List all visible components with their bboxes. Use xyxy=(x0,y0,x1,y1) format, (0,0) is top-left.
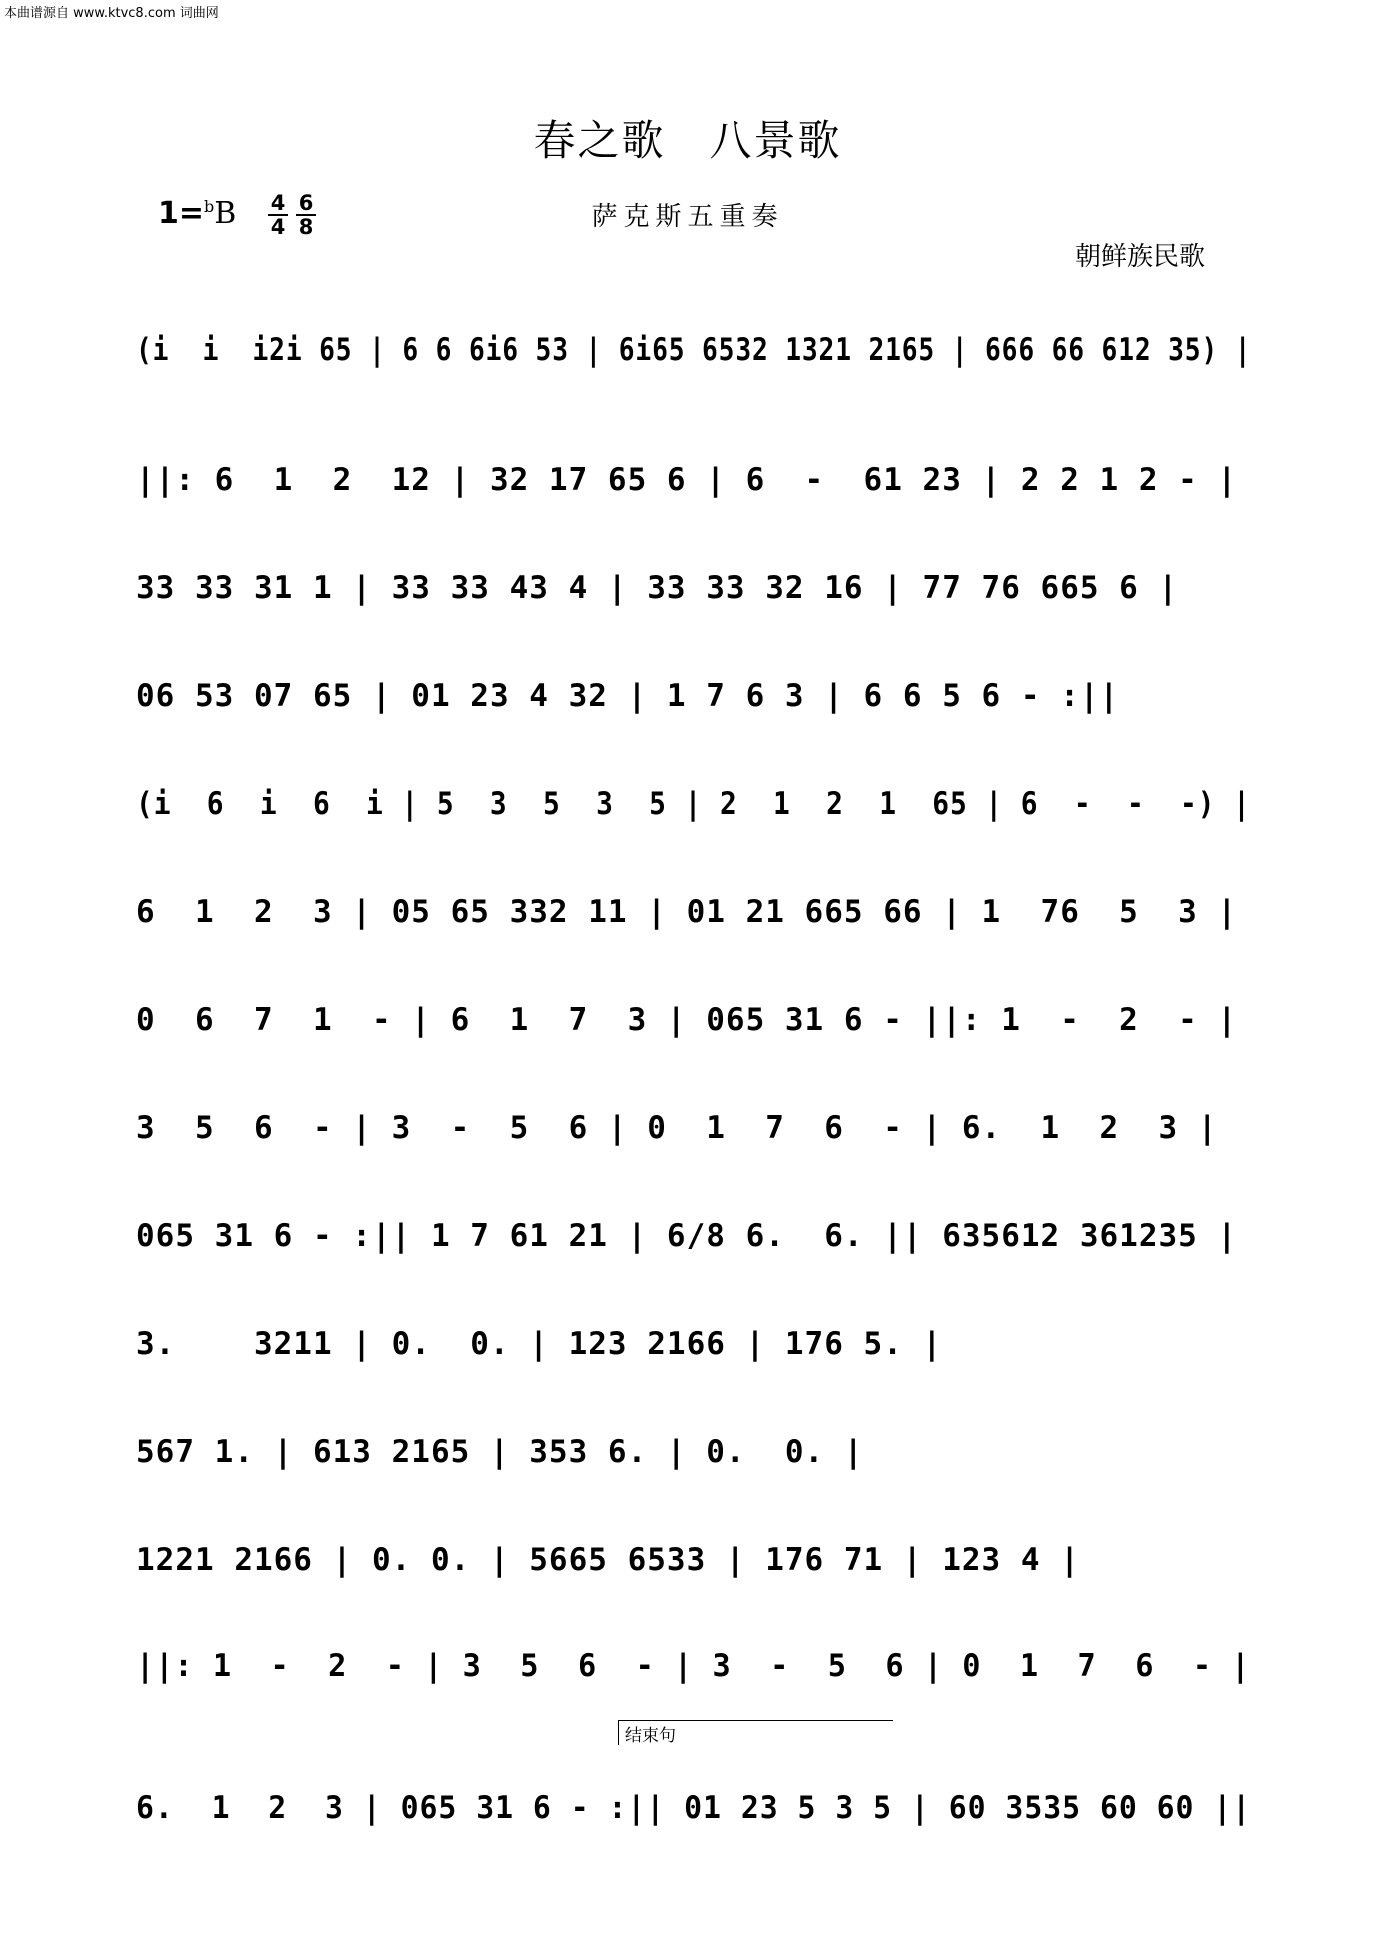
meter-numerator: 4 xyxy=(270,191,286,215)
notation-text: 06 53 07 65 | 01 23 4 32 | 1 7 6 3 | 6 6 5 6 - :|| xyxy=(136,678,1120,714)
notation-text: 1221 2166 | 0. 0. | 5665 6533 | 176 71 | 123 4 | xyxy=(136,1542,1080,1578)
notation-text: ||: 6 1 2 12 | 32 17 65 6 | 6 - 61 23 | 2 2 1 2 - | xyxy=(136,462,1238,498)
score-line xyxy=(128,988,1260,1058)
notation-text: (i 6 i 6 i | 5 3 5 3 5 | 2 1 2 1 65 | 6 - - -) | xyxy=(136,786,1251,822)
score-line xyxy=(128,880,1260,950)
notation-text: (i i i2i 65 | 6 6 6i6 53 | 6i65 6532 1321 2165 | 666 66 612 35) | xyxy=(136,332,1252,368)
key-prefix: 1= xyxy=(158,196,205,231)
song-origin: 朝鲜族民歌 xyxy=(1075,242,1206,272)
score-title: 春之歌 八景歌 xyxy=(533,116,842,165)
notation-text: 065 31 6 - :|| 1 7 61 21 | 6/8 6. 6. || 635612 361235 | xyxy=(136,1218,1238,1254)
score-line xyxy=(128,772,1260,842)
notation-text: 3 5 6 - | 3 - 5 6 | 0 1 7 6 - | 6. 1 2 3 | xyxy=(136,1110,1218,1146)
notation-text: 6 1 2 3 | 05 65 332 11 | 01 21 665 66 | 1 76 5 3 | xyxy=(136,894,1238,930)
notation-text: 33 33 31 1 | 33 33 43 4 | 33 33 32 16 | 77 76 665 6 | xyxy=(136,570,1179,606)
notation-text: 3. 3211 | 0. 0. | 123 2166 | 176 5. | xyxy=(136,1326,943,1362)
notation-text: 6. 1 2 3 | 065 31 6 - :|| 01 23 5 3 5 | 60 3535 60 60 || xyxy=(136,1790,1252,1826)
score-line xyxy=(128,1776,1260,1846)
arrangement-subtitle: 萨克斯五重奏 xyxy=(591,202,784,232)
score-line xyxy=(128,1528,1260,1598)
score-line xyxy=(128,556,1260,626)
key-note: B xyxy=(214,196,237,231)
watermark: 本曲谱源自 www.ktvc8.com 词曲网 xyxy=(4,6,219,21)
score-line xyxy=(128,1312,1260,1382)
notation-text: 0 6 7 1 - | 6 1 7 3 | 065 31 6 - ||: 1 - 2 - | xyxy=(136,1002,1238,1038)
score-line xyxy=(128,318,1260,388)
score-line xyxy=(128,664,1260,734)
notation-text: 567 1. | 613 2165 | 353 6. | 0. 0. | xyxy=(136,1434,864,1470)
ending-label: 结束句 xyxy=(618,1720,893,1745)
meter-numerator: 6 xyxy=(298,191,314,215)
score-line xyxy=(128,1096,1260,1166)
key-flat: b xyxy=(204,197,215,216)
notation-text: ||: 1 - 2 - | 3 5 6 - | 3 - 5 6 | 0 1 7 6 - | xyxy=(136,1648,1251,1684)
score-line xyxy=(128,1204,1260,1274)
score-line xyxy=(128,1634,1260,1704)
meter-denominator: 8 xyxy=(298,215,314,239)
score-line xyxy=(128,448,1260,518)
meter-denominator: 4 xyxy=(270,215,286,239)
score-line xyxy=(128,1420,1260,1490)
